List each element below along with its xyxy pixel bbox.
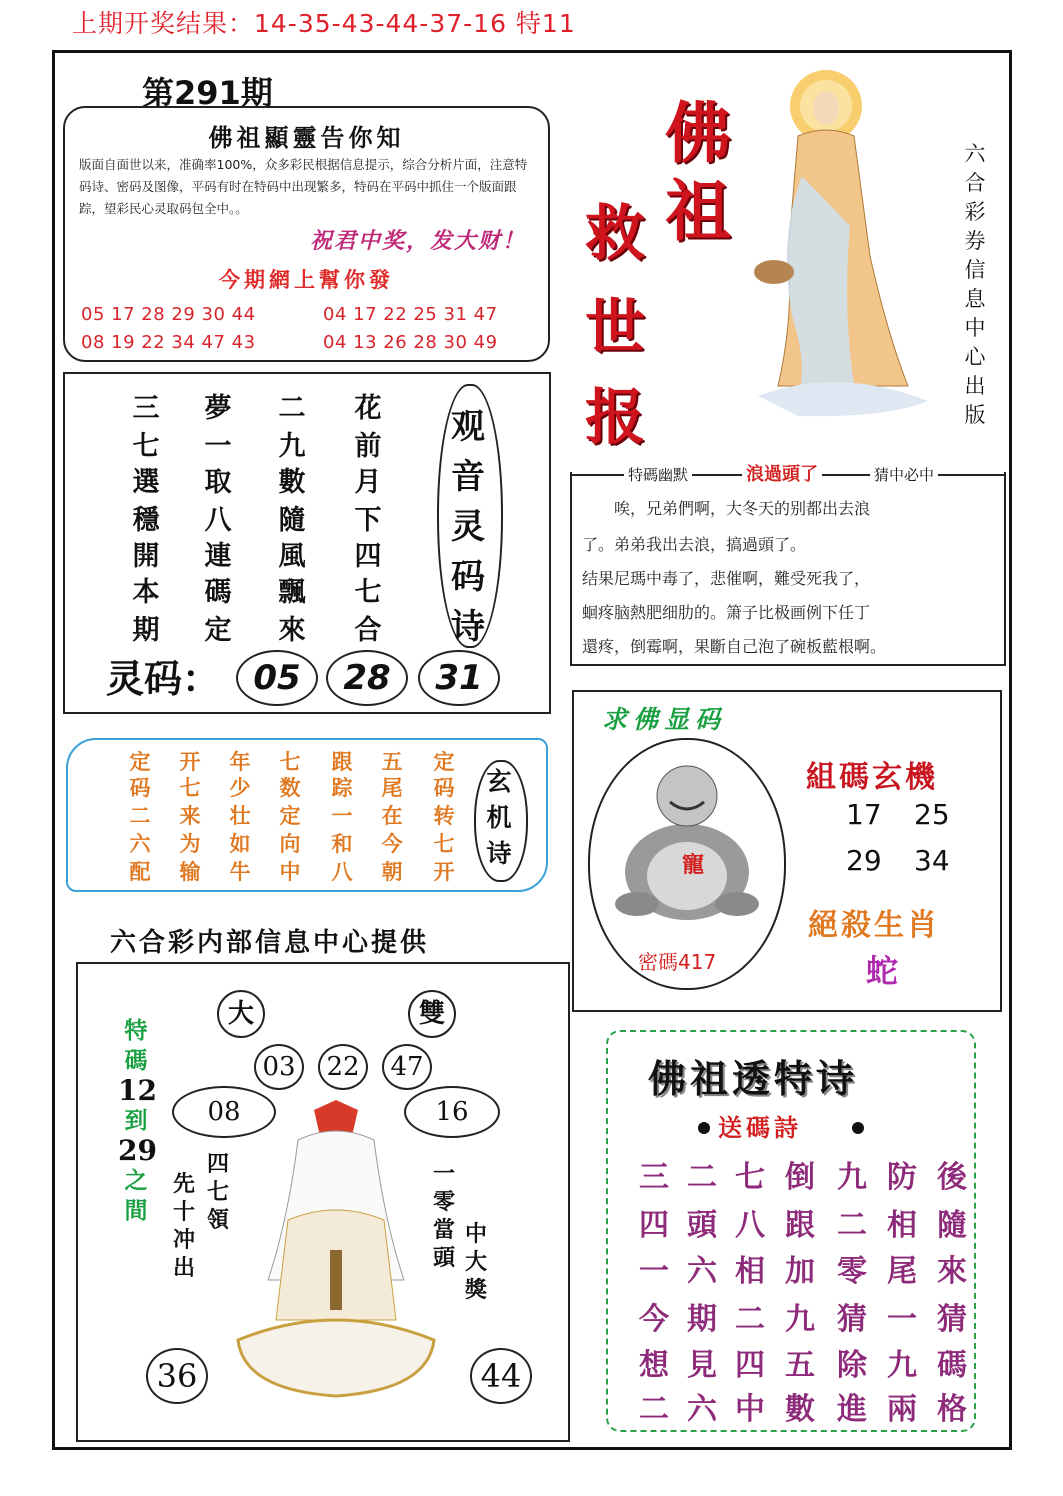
shuang-circle: 雙	[408, 990, 456, 1038]
poem-char: 兩	[887, 1392, 917, 1427]
number-row: 04 17 22 25 31 47	[323, 304, 498, 325]
poem-char: 六	[687, 1254, 717, 1289]
poem-char: 九	[837, 1160, 867, 1195]
joke-label-left: 特碼幽默	[624, 464, 692, 485]
poem-char: 二	[129, 803, 151, 828]
poem-char: 来	[179, 803, 201, 828]
intro-wish: 祝君中奖，发大财！	[309, 229, 526, 254]
number-oval: 16	[404, 1086, 500, 1138]
poem-char: 四	[639, 1208, 669, 1243]
poem-char: 踪	[331, 775, 353, 800]
number-circle: 22	[318, 1044, 368, 1090]
poem-char: 中	[735, 1392, 765, 1427]
poem-char: 在	[381, 803, 403, 828]
poem-char: 連	[204, 541, 232, 572]
lingma-number: 05	[236, 650, 318, 706]
poem-char: 尾	[381, 775, 403, 800]
poem-char: 一	[204, 431, 232, 462]
number-circle: 03	[254, 1044, 304, 1090]
poem-char: 零	[837, 1254, 867, 1289]
poem-char: 中	[279, 859, 301, 884]
title-char: 佛	[665, 94, 731, 172]
poem-char: 六	[687, 1392, 717, 1427]
poem-char: 期	[132, 615, 160, 646]
poem-char: 選	[132, 467, 160, 498]
poem-char: 年	[229, 749, 251, 774]
zuma-number: 29	[846, 844, 882, 877]
right-vertical-text: 一零當頭	[432, 1161, 455, 1271]
zuma-number: 34	[914, 844, 950, 877]
laughing-buddha-illustration	[612, 754, 762, 924]
poem-char: 五	[785, 1348, 815, 1383]
poem-char: 穩	[132, 505, 160, 536]
tema-char: 間	[124, 1198, 148, 1224]
poem-char: 合	[354, 615, 382, 646]
poem-char: 數	[278, 467, 306, 498]
left-vertical-text: 先十冲出	[172, 1171, 195, 1281]
poem-char: 除	[837, 1348, 867, 1383]
right-vertical-text: 中大獎	[464, 1221, 487, 1303]
poem-char: 前	[354, 431, 382, 462]
poem-char: 少	[229, 775, 251, 800]
poem-char: 取	[204, 467, 232, 498]
poem-char: 七	[279, 749, 301, 774]
poem-char: 頭	[687, 1208, 717, 1243]
poem-char: 防	[887, 1160, 917, 1195]
mima-text: 密碼417	[638, 950, 717, 974]
jue-value: 蛇	[866, 952, 899, 990]
lingma-label: 灵码：	[106, 656, 221, 701]
poem-char: 見	[687, 1348, 717, 1383]
poem-char: 加	[785, 1254, 815, 1289]
poem-char: 码	[433, 775, 455, 800]
poem-char: 尾	[887, 1254, 917, 1289]
zuma-number: 25	[914, 798, 950, 831]
poem-char: 六	[129, 831, 151, 856]
number-circle: 44	[470, 1348, 532, 1404]
poem-char: 碼	[937, 1348, 967, 1383]
poem-char: 向	[279, 831, 301, 856]
poem-char: 花	[354, 393, 382, 424]
number-circle: 47	[382, 1044, 432, 1090]
poem-char: 输	[179, 859, 201, 884]
poem-char: 二	[735, 1302, 765, 1337]
poem-char: 今	[639, 1302, 669, 1337]
poem-side-title: 观音灵码诗	[451, 407, 485, 647]
poem-char: 月	[354, 467, 382, 498]
poem-char: 壮	[229, 803, 251, 828]
poem-char: 今	[381, 831, 403, 856]
poem-char: 转	[433, 803, 455, 828]
joke-label-right: 猜中必中	[870, 464, 938, 485]
provider-text: 六合彩内部信息中心提供	[110, 928, 430, 958]
poem-char: 八	[331, 859, 353, 884]
joke-line: 结果尼瑪中毒了，悲催啊，難受死我了，	[582, 569, 871, 588]
poem-char: 後	[937, 1160, 967, 1195]
tema-char: 碼	[124, 1048, 148, 1074]
poem-char: 本	[132, 577, 160, 608]
joke-label-mid: 浪過頭了	[742, 460, 822, 486]
poem-char: 二	[278, 393, 306, 424]
da-circle: 大	[217, 990, 265, 1038]
poem-char: 來	[278, 615, 306, 646]
poem-char: 定	[279, 803, 301, 828]
poem-char: 七	[735, 1160, 765, 1195]
poem-char: 下	[354, 505, 382, 536]
poem-char: 牛	[229, 859, 251, 884]
zuma-title: 組碼玄機	[806, 760, 938, 795]
last-draw-result: 上期开奖结果：14-35-43-44-37-16 特11	[72, 9, 576, 38]
bullet-dot	[852, 1122, 864, 1134]
poem-char: 猜	[937, 1302, 967, 1337]
poem-char: 二	[687, 1160, 717, 1195]
poem-char: 倒	[785, 1160, 815, 1195]
poem-char: 定	[204, 615, 232, 646]
poem-char: 朝	[381, 859, 403, 884]
tou-subtitle: 送碼詩	[718, 1114, 802, 1142]
poem-char: 夢	[204, 393, 232, 424]
poem-char: 碼	[204, 577, 232, 608]
poem-char: 飄	[278, 577, 306, 608]
intro-body: 版面自面世以来，准确率100%，众多彩民根据信息提示，综合分析片面，注意特码诗、密码及图像，平码有时在特码中出现繁多，特码在平码中抓住一个版面跟踪，望彩民心灵取码包全中。。	[79, 157, 528, 216]
lingma-number: 28	[326, 650, 408, 706]
poem-char: 码	[129, 775, 151, 800]
poem-char: 二	[639, 1392, 669, 1427]
poem-char: 格	[937, 1392, 967, 1427]
intro-subtitle: 今期網上幫你發	[219, 268, 394, 292]
lingma-number: 31	[418, 650, 500, 706]
poem-char: 相	[887, 1208, 917, 1243]
poem-char: 四	[735, 1348, 765, 1383]
poem-char: 猜	[837, 1302, 867, 1337]
tema-number: 29	[118, 1134, 157, 1167]
poem-char: 七	[433, 831, 455, 856]
poem-char: 定	[129, 749, 151, 774]
left-vertical-text: 四七領	[206, 1151, 229, 1233]
joke-line: 唉，兄弟們啊，大冬天的别都出去浪	[582, 499, 871, 518]
poem-char: 三	[639, 1160, 669, 1195]
poem-char: 來	[937, 1254, 967, 1289]
poem-char: 一	[887, 1302, 917, 1337]
title-char: 报	[585, 383, 645, 453]
poem-char: 八	[735, 1208, 765, 1243]
poem-char: 如	[229, 831, 251, 856]
poem-char: 开	[179, 749, 201, 774]
tema-number: 12	[118, 1074, 157, 1107]
poem-char: 七	[354, 577, 382, 608]
poem-char: 八	[204, 505, 232, 536]
poem-char: 四	[354, 541, 382, 572]
poem-char: 一	[639, 1254, 669, 1289]
poem-char: 進	[837, 1392, 867, 1427]
poem-char: 九	[785, 1302, 815, 1337]
joke-header	[570, 460, 1006, 484]
tou-title: 佛祖透特诗	[648, 1056, 859, 1101]
joke-line: 蛔疼脑熱肥细肋的。箫子比极画例下任丁	[582, 603, 871, 622]
poem-char: 風	[278, 541, 306, 572]
poem-char: 五	[381, 749, 403, 774]
poem-char: 跟	[785, 1208, 815, 1243]
number-row: 08 19 22 34 47 43	[81, 332, 256, 353]
tema-char: 特	[124, 1018, 148, 1044]
tema-char: 到	[124, 1108, 148, 1134]
buddha-arc-text: 求佛显码	[602, 705, 727, 734]
poem-char: 为	[179, 831, 201, 856]
poem-char: 数	[279, 775, 301, 800]
title-char: 世	[585, 293, 645, 363]
tema-label	[118, 1016, 157, 1226]
poem-char: 九	[887, 1348, 917, 1383]
poem-char: 一	[331, 803, 353, 828]
tema-char: 之	[124, 1168, 148, 1194]
poem-char: 七	[132, 431, 160, 462]
joke-line: 了。弟弟我出去浪，搞過頭了。	[582, 535, 807, 554]
poem-char: 隨	[278, 505, 306, 536]
number-oval: 08	[172, 1086, 276, 1138]
poem-char: 和	[331, 831, 353, 856]
zuma-number: 17	[846, 798, 882, 831]
title-char: 救	[585, 199, 645, 269]
poem-char: 二	[837, 1208, 867, 1243]
xuanji-side-title: 玄机诗	[486, 767, 512, 868]
number-row: 04 13 26 28 30 49	[323, 332, 498, 353]
poem-char: 三	[132, 393, 160, 424]
jue-title: 絕殺生肖	[808, 908, 940, 943]
poem-char: 隨	[937, 1208, 967, 1243]
number-row: 05 17 28 29 30 44	[81, 304, 256, 325]
poem-char: 开	[433, 859, 455, 884]
seated-guanyin-illustration	[228, 1100, 444, 1400]
publisher-vertical: 六合彩券信息中心出版	[964, 142, 986, 427]
intro-box	[63, 106, 550, 362]
poem-char: 定	[433, 749, 455, 774]
intro-title: 佛祖顯靈告你知	[208, 123, 405, 152]
title-char: 祖	[665, 172, 731, 250]
poem-char: 配	[129, 859, 151, 884]
guanyin-illustration	[738, 66, 943, 422]
bullet-dot	[698, 1122, 710, 1134]
joke-line: 還疼，倒霉啊，果斷自己泡了碗板藍根啊。	[582, 637, 887, 656]
poem-char: 期	[687, 1302, 717, 1337]
issue-number: 第291期	[142, 74, 273, 112]
poem-char: 七	[179, 775, 201, 800]
chong-char: 寵	[682, 853, 705, 878]
poem-char: 跟	[331, 749, 353, 774]
number-circle: 36	[146, 1348, 208, 1404]
poem-char: 想	[639, 1348, 669, 1383]
poem-char: 九	[278, 431, 306, 462]
poem-char: 相	[735, 1254, 765, 1289]
poem-char: 開	[132, 541, 160, 572]
poem-char: 數	[785, 1392, 815, 1427]
